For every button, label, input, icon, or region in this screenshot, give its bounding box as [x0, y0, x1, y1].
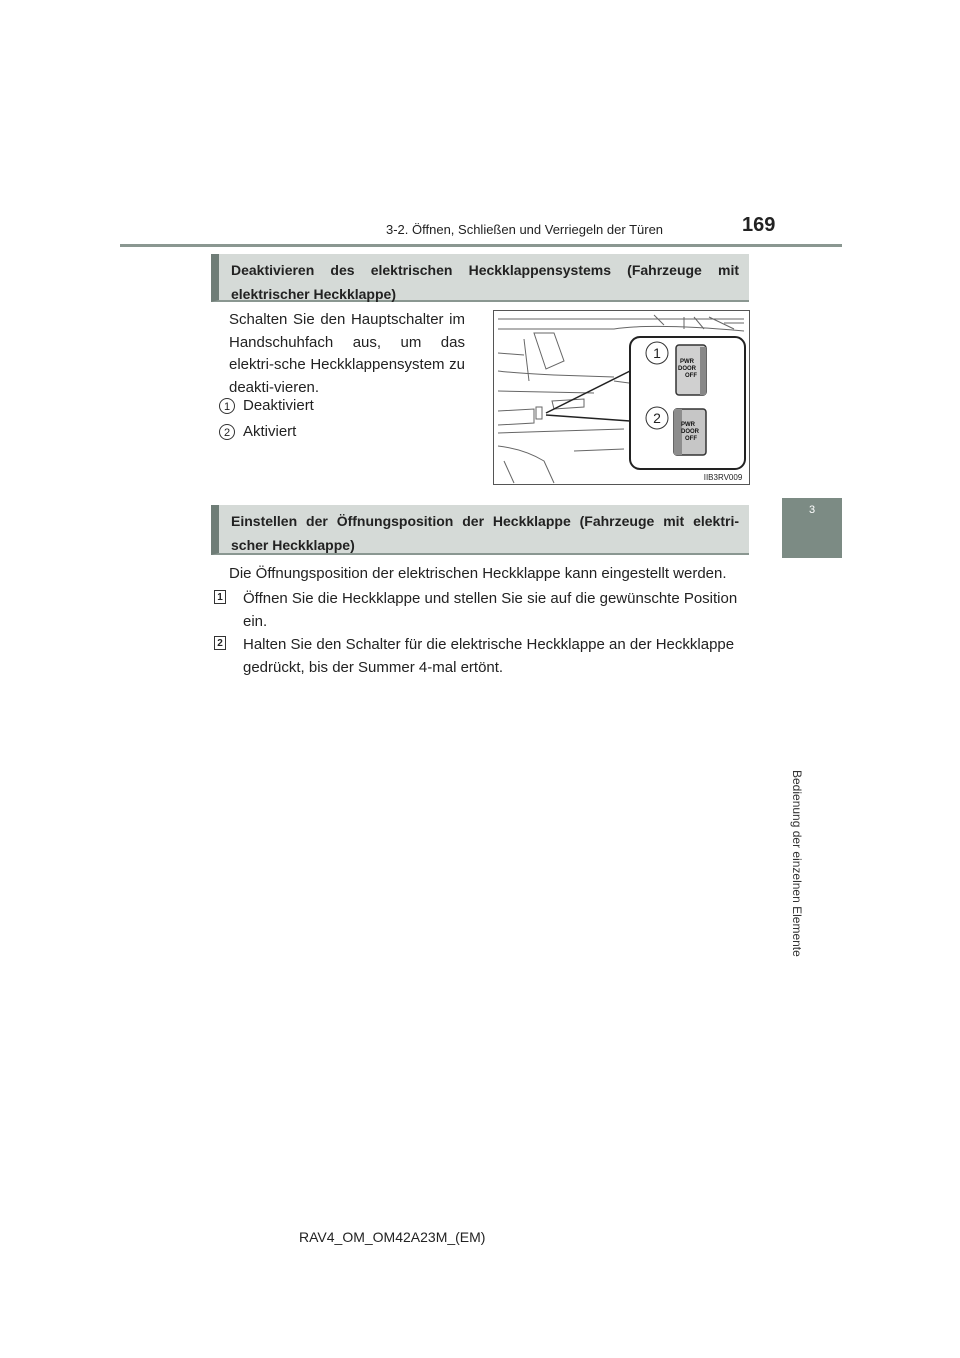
- chapter-side-label: Bedienung der einzelnen Elemente: [790, 770, 804, 957]
- switch-activated-icon: [674, 409, 706, 455]
- svg-text:DOOR: DOOR: [681, 429, 699, 435]
- option-1-number: 1: [219, 398, 235, 414]
- glovebox-illustration: [494, 311, 749, 484]
- option-2-label: Aktiviert: [243, 423, 297, 440]
- option-2-number: 2: [219, 424, 235, 440]
- svg-text:OFF: OFF: [685, 373, 697, 379]
- section1-heading: Deaktivieren des elektrischen Heckklappensystems (Fahrzeuge mit elektrischer Heckklappe): [211, 254, 749, 302]
- chapter-tab: [782, 498, 842, 558]
- svg-text:OFF: OFF: [685, 436, 697, 442]
- option-1-label: Deaktiviert: [243, 397, 314, 414]
- section2-intro: Die Öffnungsposition der elektrischen Heckklappe kann eingestellt werden.: [229, 565, 727, 582]
- figure-callout-1: 1: [653, 345, 661, 361]
- step-2-text: Halten Sie den Schalter für die elektrische Heckklappe an der Heckklappe gedrückt, bis der Summer 4-mal ertönt.: [243, 636, 735, 676]
- step-2-number: 2: [214, 636, 226, 650]
- figure-callout-2: 2: [653, 410, 661, 426]
- switch-deactivated-icon: [676, 345, 706, 395]
- chapter-tab-number: 3: [808, 504, 816, 516]
- page-number: 169: [742, 214, 776, 236]
- section1-body: Schalten Sie den Hauptschalter im Handschuhfach aus, um das elektri-sche Heckklappensystem zu deakti-vieren.: [229, 311, 465, 396]
- header-section-title: 3-2. Öffnen, Schließen und Verriegeln der Türen: [386, 222, 664, 237]
- header-rule: [120, 244, 842, 247]
- section2-heading: Einstellen der Öffnungsposition der Heckklappe (Fahrzeuge mit elektri-scher Heckklappe): [211, 505, 749, 555]
- step-1-text: Öffnen Sie die Heckklappe und stellen Sie sie auf die gewünschte Position ein.: [243, 590, 738, 630]
- svg-text:PWR: PWR: [680, 359, 694, 365]
- footer-doc-code: RAV4_OM_OM42A23M_(EM): [299, 1229, 486, 1245]
- svg-text:DOOR: DOOR: [678, 366, 696, 372]
- glovebox-switch-figure: [493, 310, 750, 485]
- step-1-number: 1: [214, 590, 226, 604]
- svg-text:PWR: PWR: [681, 422, 695, 428]
- figure-code: IIB3RV009: [703, 473, 743, 482]
